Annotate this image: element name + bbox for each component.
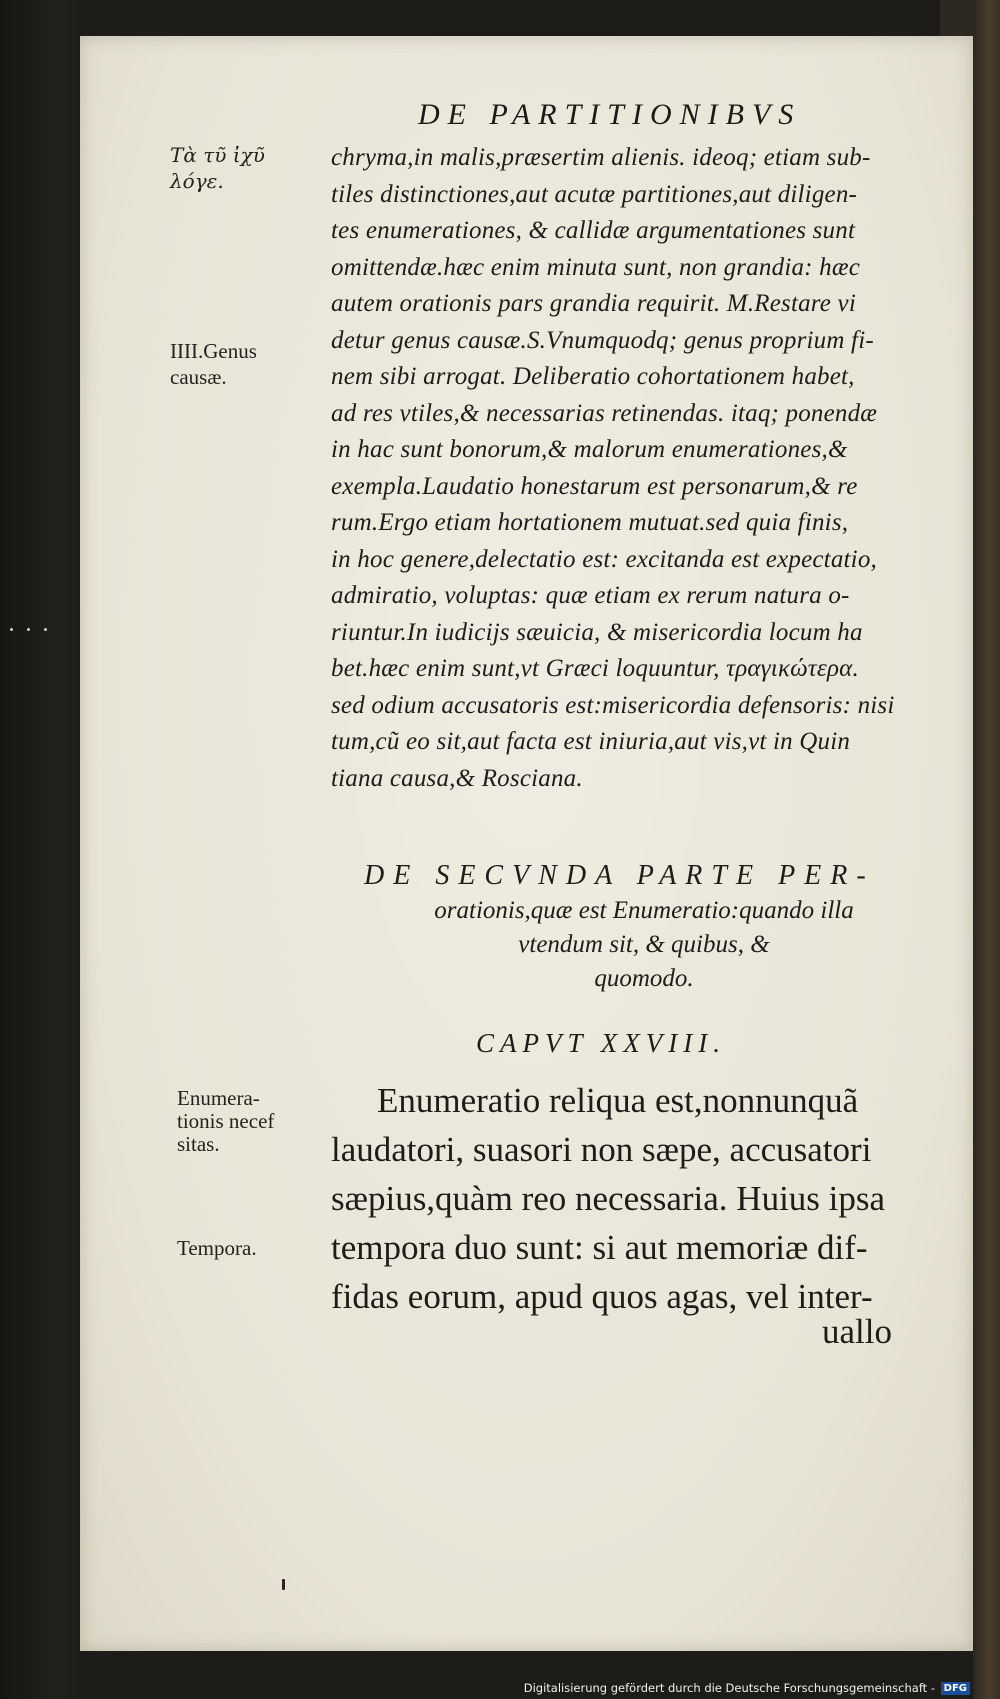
chapter-heading: CAPVT XXVIII. bbox=[476, 1028, 726, 1058]
text-line: sed odium accusatoris est:misericordia defensoris: nisi bbox=[331, 691, 895, 719]
text-line: tiles distinctiones,aut acutæ partitiones,aut diligen- bbox=[331, 180, 858, 208]
scan-speck bbox=[10, 628, 13, 631]
text-line: tes enumerationes, & callidæ argumentationes sunt bbox=[331, 217, 856, 244]
text-line: in hoc genere,delectatio est: excitanda est expectatio, bbox=[331, 545, 877, 573]
text-line: sæpius,quàm reo necessaria. Huius ipsa bbox=[331, 1179, 886, 1218]
text-line: omittendæ.hæc enim minuta sunt, non grandia: hæc bbox=[331, 253, 861, 281]
text-line: bet.hæc enim sunt,vt Græci loquuntur, τραγικώτερα. bbox=[331, 655, 859, 682]
text-line: ad res vtiles,& necessarias retinendas. itaq; ponendæ bbox=[331, 399, 878, 427]
footer-credit-text: Digitalisierung gefördert durch die Deutsche Forschungsgemeinschaft - bbox=[523, 1681, 935, 1695]
margin-note-enumeratio: Enumera- tionis necef sitas. bbox=[177, 1086, 275, 1156]
section-title bbox=[364, 858, 924, 996]
main-text-block bbox=[331, 140, 957, 797]
text-line: nem sibi arrogat. Deliberatio cohortationem habet, bbox=[331, 363, 855, 390]
text-line: riuntur.In iudicijs sæuicia, & misericordia locum ha bbox=[331, 618, 863, 646]
margin-note-tempora: Tempora. bbox=[177, 1236, 257, 1260]
text-line: chryma,in malis,præsertim alienis. ideoq; etiam sub- bbox=[331, 144, 871, 171]
scan-speck bbox=[44, 628, 47, 631]
text-line: fidas eorum, apud quos agas, vel inter- bbox=[331, 1277, 873, 1316]
roman-text-block bbox=[331, 1076, 961, 1321]
text-line: detur genus causæ.S.Vnumquodq; genus proprium fi- bbox=[331, 326, 874, 354]
catchword: uallo bbox=[822, 1312, 892, 1351]
section-title-line: DE SECVNDA PARTE PER- bbox=[364, 860, 875, 891]
footer-credit bbox=[524, 1681, 970, 1695]
scan-speck bbox=[27, 628, 30, 631]
text-line: rum.Ergo etiam hortationem mutuat.sed quia finis, bbox=[331, 509, 849, 536]
text-line: Enumeratio reliqua est,nonnunquã bbox=[377, 1081, 859, 1120]
margin-note-greek: Τὰ τῦ ἰχῦ λόγε. bbox=[170, 143, 265, 193]
text-line: tiana causa,& Rosciana. bbox=[331, 764, 583, 792]
text-line: tempora duo sunt: si aut memoriæ dif- bbox=[331, 1228, 868, 1267]
dfg-logo: DFG bbox=[941, 1682, 970, 1695]
running-head: DE PARTITIONIBVS bbox=[418, 98, 802, 131]
section-title-line: orationis,quæ est Enumeratio:quando illa bbox=[434, 897, 854, 924]
text-line: in hac sunt bonorum,& malorum enumerationes,& bbox=[331, 436, 848, 463]
text-line: exempla.Laudatio honestarum est personarum,& re bbox=[331, 472, 858, 500]
ink-mark bbox=[282, 1579, 285, 1590]
text-line: tum,cũ eo sit,aut facta est iniuria,aut vis,vt in Quin bbox=[331, 728, 851, 755]
text-line: admiratio, voluptas: quæ etiam ex rerum natura o- bbox=[331, 582, 850, 609]
margin-note-genus: IIII.Genus causæ. bbox=[170, 339, 257, 389]
section-title-line: quomodo. bbox=[594, 965, 694, 992]
text-line: autem orationis pars grandia requirit. M.Restare vi bbox=[331, 290, 856, 317]
section-title-line: vtendum sit, & quibus, & bbox=[518, 931, 770, 958]
text-line: laudatori, suasori non sæpe, accusatori bbox=[331, 1130, 872, 1169]
book-edge bbox=[973, 0, 1000, 1699]
